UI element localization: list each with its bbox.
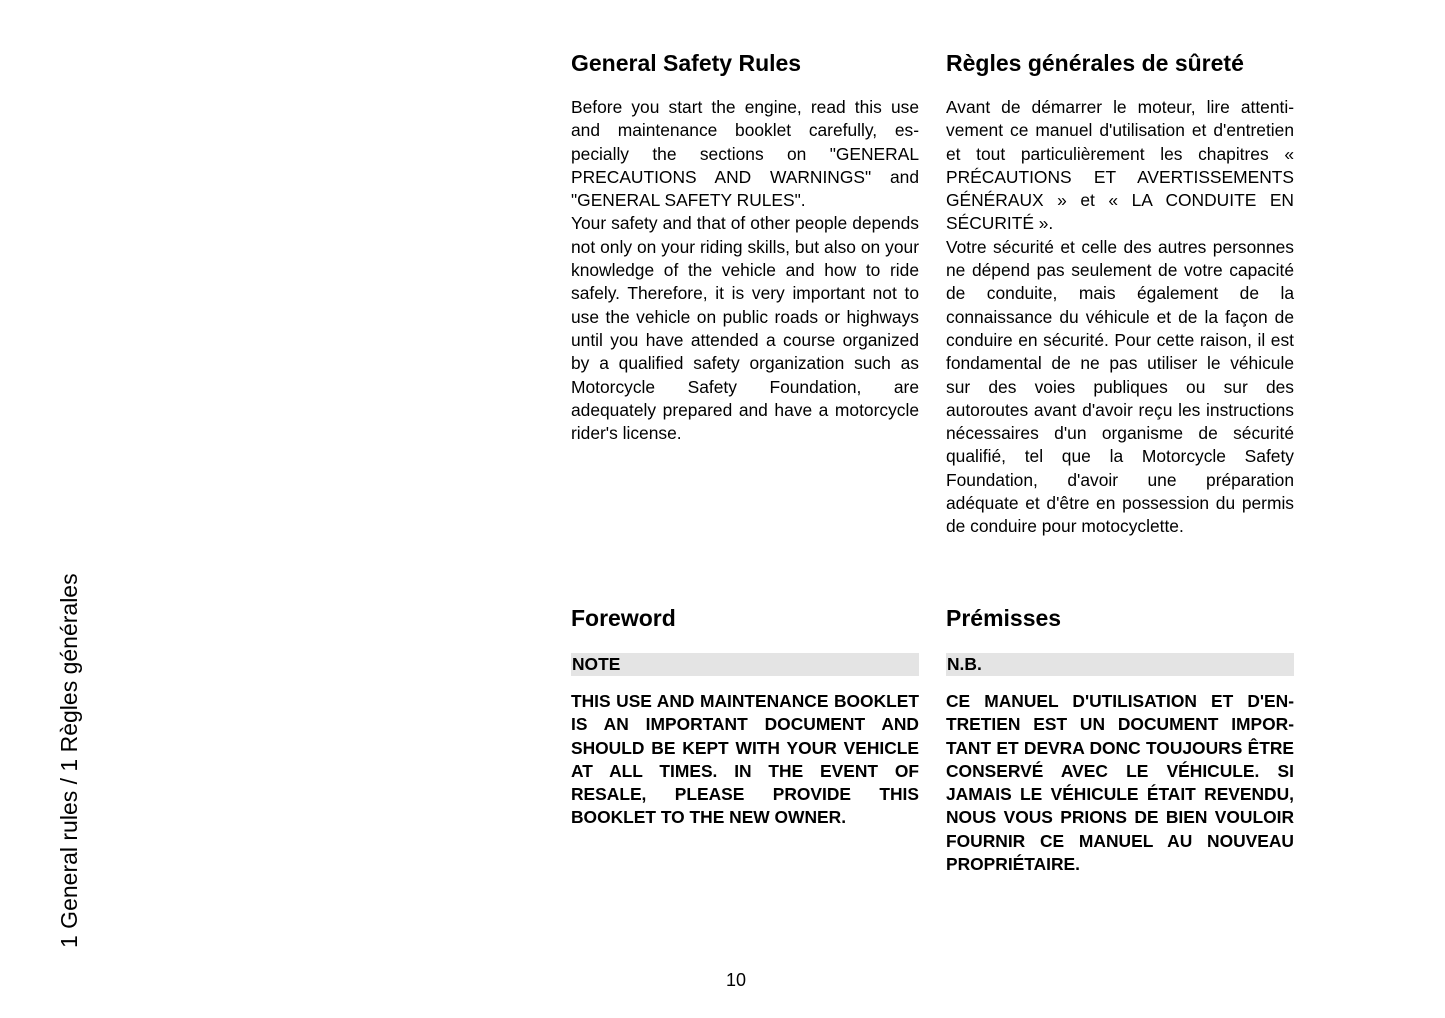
safety-paragraph-1-fr: Avant de démarrer le moteur, lire attentivement ce manuel d'utilisation et d'entretien et tout particulièrement les chapitres « PRÉCAUTIONS ET AVERTISSEMENTS GÉNÉRAUX » et « LA CONDUITE EN SÉCURITÉ ». — [946, 97, 1294, 234]
foreword-section-fr — [946, 605, 1294, 876]
note-label-bar-en: NOTE — [571, 653, 919, 676]
foreword-heading-fr: Prémisses — [946, 605, 1062, 631]
note-text-en: THIS USE AND MAINTENANCE BOOKLET IS AN IMPORTANT DOCUMENT AND SHOULD BE KEPT WITH YOUR VEHICLE AT ALL TIMES. IN THE EVENT OF RESALE, PLEASE PROVIDE THIS BOOKLET TO THE NEW OWNER. — [571, 691, 919, 828]
chapter-side-label: 1 General rules / 1 Règles générales — [56, 573, 82, 948]
note-text-fr: CE MANUEL D'UTILISATION ET D'ENTRETIEN EST UN DOCUMENT IMPORTANT ET DEVRA DONC TOUJOURS ÊTRE CONSERVÉ AVEC LE VÉHICULE. SI JAMAIS LE VÉHICULE ÉTAIT REVENDU, NOUS VOUS PRIONS DE BIEN VOULOIR FOURNIR CE MANUEL AU NOUVEAU PROPRIÉTAIRE. — [946, 691, 1294, 875]
note-label-bar-fr: N.B. — [946, 653, 1294, 676]
safety-paragraph-1-en: Before you start the engine, read this use and maintenance booklet carefully, especially the sections on "GENERAL PRECAUTIONS AND WARNINGS" and "GENERAL SAFETY RULES". — [571, 97, 919, 211]
foreword-heading-en: Foreword — [571, 605, 676, 631]
foreword-section-en — [571, 605, 919, 830]
safety-heading-fr: Règles générales de sûreté — [946, 50, 1244, 76]
safety-paragraph-2-en: Your safety and that of other people depends not only on your riding skills, but also on your knowledge of the vehicle and how to ride safely. Therefore, it is very important not to use the vehicle on public roads or highways until you have attended a course organized by a qualified safety organization such as Motorcycle Safety Foundation, are adequately prepared and have a motorcycle rider's license. — [571, 213, 919, 444]
safety-section-en — [571, 50, 919, 445]
safety-heading-en: General Safety Rules — [571, 50, 802, 76]
page-number: 10 — [725, 970, 747, 990]
safety-section-fr — [946, 50, 1294, 539]
safety-paragraph-2-fr: Votre sécurité et celle des autres personnes ne dépend pas seulement de votre capacité de conduite, mais également de la connaissance du véhicule et de la façon de conduire en sécurité. Pour cette raison, il est fondamental de ne pas utiliser le véhicule sur des voies publiques ou sur des autoroutes avant d'avoir reçu les instructions nécessaires d'un organisme de sécurité qualifié, tel que la Motorcycle Safety Foundation, d'avoir une préparation adéquate et d'être en possession du permis de conduire pour motocyclette. — [946, 236, 1294, 537]
